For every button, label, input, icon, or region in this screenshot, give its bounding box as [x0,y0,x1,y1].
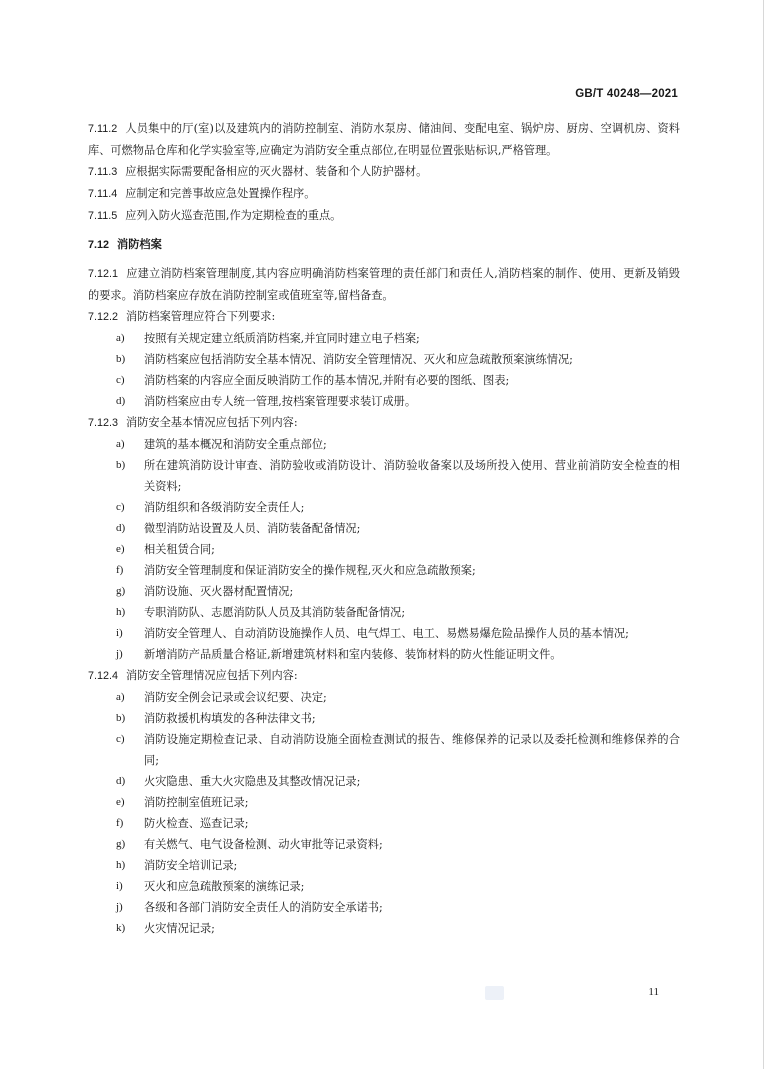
list-item: f) 消防安全管理制度和保证消防安全的操作规程,灭火和应急疏散预案; [116,564,476,577]
clause-7-12-4: 7.12.4 消防安全管理情况应包括下列内容: [88,669,298,682]
clause-7-12-1: 7.12.1 应建立消防档案管理制度,其内容应明确消防档案管理的责任部门和责任人,消防档案的制作、使用、更新及销毁的要求。消防档案应存放在消防控制室或值班室等,留档备查。 [88,267,680,302]
list-item: h) 消防安全培训记录; [116,859,238,872]
list-item: i) 消防安全管理人、自动消防设施操作人员、电气焊工、电工、易燃易爆危险品操作人员的基本情况; [116,627,629,640]
list-item: e) 消防控制室值班记录; [116,796,249,809]
list-item: g) 消防设施、灭火器材配置情况; [116,585,294,598]
list-item: a) 建筑的基本概况和消防安全重点部位; [116,438,327,451]
clause-7-11-3: 7.11.3 应根据实际需要配备相应的灭火器材、装备和个人防护器材。 [88,165,428,178]
clause-7-11-2: 7.11.2 人员集中的厅(室)以及建筑内的消防控制室、消防水泵房、储油间、变配电室、锅炉房、厨房、空调机房、资料库、可燃物品仓库和化学实验室等,应确定为消防安全重点部位,在明显位置张贴标识,严格管理。 [88,122,680,157]
list-item: b) 所在建筑消防设计审查、消防验收或消防设计、消防验收备案以及场所投入使用、营业前消防安全检查的相关资料; [116,459,680,493]
list-item: k) 火灾情况记录; [116,922,215,935]
list-item: c) 消防组织和各级消防安全责任人; [116,501,305,514]
list-item: c) 消防档案的内容应全面反映消防工作的基本情况,并附有必要的图纸、图表; [116,374,510,387]
list-item: b) 消防档案应包括消防安全基本情况、消防安全管理情况、灭火和应急疏散预案演练情况; [116,353,573,366]
clause-7-12-3: 7.12.3 消防安全基本情况应包括下列内容: [88,416,298,429]
standard-code-header: GB/T 40248—2021 [575,88,678,100]
list-item: h) 专职消防队、志愿消防队人员及其消防装备配备情况; [116,606,406,619]
watermark-logo [485,986,504,1000]
list-item: a) 按照有关规定建立纸质消防档案,并宜同时建立电子档案; [116,332,420,345]
document-body [88,118,680,939]
list-item: f) 防火检查、巡查记录; [116,817,249,830]
list-item: j) 新增消防产品质量合格证,新增建筑材料和室内装修、装饰材料的防火性能证明文件。 [116,648,562,661]
clause-7-12-2: 7.12.2 消防档案管理应符合下列要求: [88,310,276,323]
list-item: d) 消防档案应由专人统一管理,按档案管理要求装订成册。 [116,395,417,408]
list-item: i) 灭火和应急疏散预案的演练记录; [116,880,305,893]
section-heading-7-12: 7.12 消防档案 [88,237,162,251]
list-item: e) 相关租赁合同; [116,543,215,556]
list-item: j) 各级和各部门消防安全责任人的消防安全承诺书; [116,901,383,914]
list-item: g) 有关燃气、电气设备检测、动火审批等记录资料; [116,838,383,851]
page-number: 11 [648,986,659,998]
clause-7-11-5: 7.11.5 应列入防火巡查范围,作为定期检查的重点。 [88,209,342,222]
list-item: b) 消防救援机构填发的各种法律文书; [116,712,316,725]
clause-7-11-4: 7.11.4 应制定和完善事故应急处置操作程序。 [88,187,316,200]
list-item: d) 火灾隐患、重大火灾隐患及其整改情况记录; [116,775,361,788]
list-item: a) 消防安全例会记录或会议纪要、决定; [116,691,327,704]
list-item: c) 消防设施定期检查记录、自动消防设施全面检查测试的报告、维修保养的记录以及委托检测和维修保养的合同; [116,733,680,767]
list-item: d) 微型消防站设置及人员、消防装备配备情况; [116,522,361,535]
